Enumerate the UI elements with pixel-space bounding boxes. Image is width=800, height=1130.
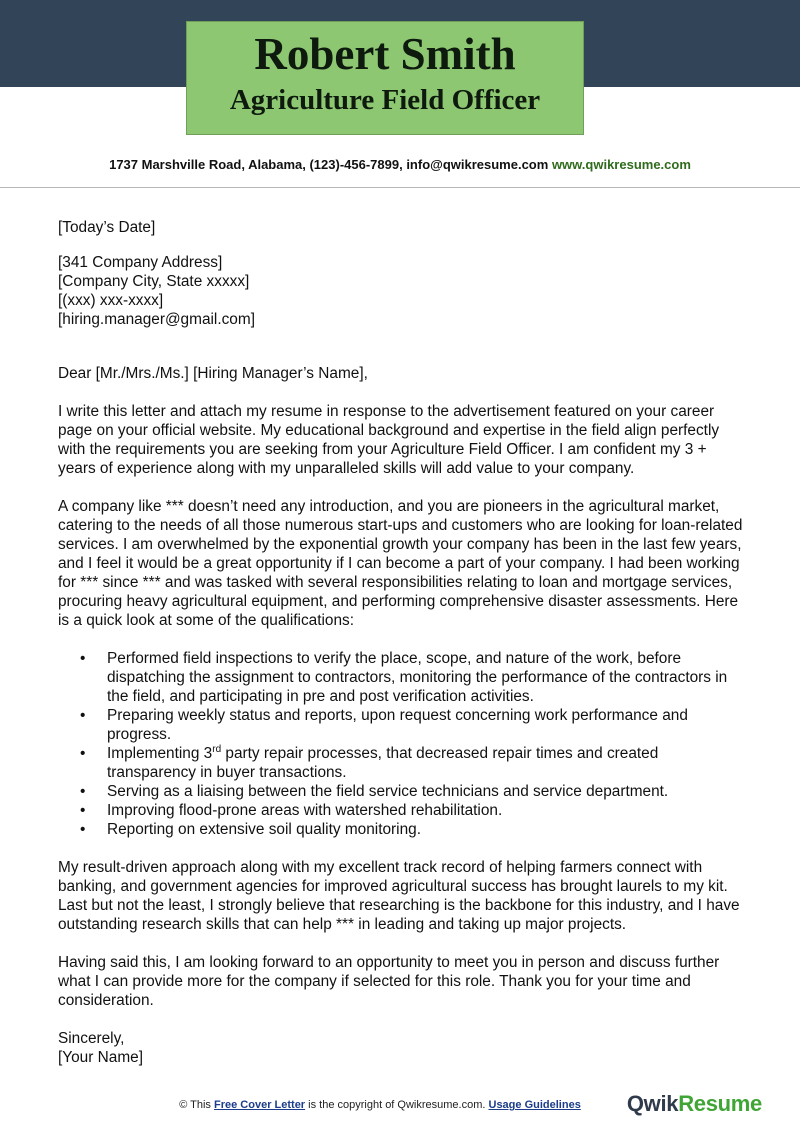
letter-body <box>58 218 748 1067</box>
list-item <box>58 649 748 706</box>
footer-prefix: © This <box>179 1099 214 1111</box>
footer-middle: is the copyright of Qwikresume.com. <box>305 1099 489 1111</box>
list-item <box>58 706 748 744</box>
free-cover-letter-link[interactable]: Free Cover Letter <box>214 1099 306 1111</box>
bullet-icon: • <box>80 802 86 819</box>
list-item-text: Preparing weekly status and reports, upon request concerning work performance and progress. <box>107 707 688 743</box>
list-item-text: Improving flood-prone areas with watershed rehabilitation. <box>107 802 503 819</box>
contact-line <box>0 157 800 172</box>
list-item <box>58 782 748 801</box>
paragraph-closing: Having said this, I am looking forward to an opportunity to meet you in person and discuss further what I can provide more for the company if selected for this role. Thank you for your time and consideration. <box>58 954 720 1009</box>
bullet-icon: • <box>80 707 86 724</box>
bullet-icon: • <box>80 783 86 800</box>
signature: [Your Name] <box>58 1049 143 1066</box>
usage-guidelines-link[interactable]: Usage Guidelines <box>488 1099 581 1111</box>
recipient-city-line: [Company City, State xxxxx] <box>58 273 250 290</box>
list-item <box>58 820 748 839</box>
list-item <box>58 744 748 782</box>
salutation: Dear [Mr./Mrs./Ms.] [Hiring Manager’s Name], <box>58 365 368 382</box>
recipient-address-line: [341 Company Address] <box>58 254 223 271</box>
list-item-text: party repair processes, that decreased repair times and created transparency in buyer transactions. <box>107 745 659 781</box>
letter-date: [Today’s Date] <box>58 219 156 236</box>
recipient-phone-line: [(xxx) xxx-xxxx] <box>58 292 164 309</box>
bullet-icon: • <box>80 821 86 838</box>
bullet-icon: • <box>80 650 86 667</box>
list-item-text: Implementing 3 <box>107 745 213 762</box>
applicant-name: Robert Smith <box>254 29 516 79</box>
website-link[interactable]: www.qwikresume.com <box>551 157 691 172</box>
qwikresume-logo[interactable] <box>627 1091 762 1117</box>
contact-details: 1737 Marshville Road, Alabama, (123)-456-7899, info@qwikresume.com <box>109 157 549 172</box>
header-divider <box>0 187 800 188</box>
paragraph-company: A company like *** doesn’t need any introduction, and you are pioneers in the agricultural market, catering to the needs of all those numerous start-ups and customers who are looking for loan-related services. I am overwhelmed by the exponential growth your company has been in the last few years, and I feel it would be a great opportunity if I can become a part of your company. I had been working for *** since *** and was tasked with several responsibilities relating to loan and mortgage services, procuring heavy agricultural equipment, and performing comprehensive disaster assessments. Here is a quick look at some of the qualifications: <box>58 498 743 629</box>
paragraph-achievements: My result-driven approach along with my excellent track record of helping farmers connect with banking, and government agencies for improved agricultural success has brought laurels to my kit. Last but not the least, I strongly believe that researching is the backbone for this industry, and I have outstanding research skills that can help *** in leading and taking up major projects. <box>58 859 740 933</box>
recipient-email-line: [hiring.manager@gmail.com] <box>58 311 255 328</box>
paragraph-intro: I write this letter and attach my resume in response to the advertisement featured on your career page on your official website. My educational background and expertise in the field align perfectly with the requirements you are seeking from your Agriculture Field Officer. I am confident my 3 + years of experience along with my unparalleled skills will add value to your company. <box>58 403 720 477</box>
qualifications-list <box>58 649 748 839</box>
ordinal-suffix: rd <box>212 743 222 755</box>
job-title: Agriculture Field Officer <box>229 84 541 116</box>
list-item-text: Performed field inspections to verify the place, scope, and nature of the work, before dispatching the assignment to contractors, monitoring the performance of the contractors in the field, and participating in pre and post verification activities. <box>107 650 728 705</box>
bullet-icon: • <box>80 745 86 762</box>
logo-part-qwik: Qwik <box>626 1091 679 1116</box>
name-box <box>186 21 584 135</box>
logo-part-resume: Resume <box>678 1091 762 1116</box>
list-item-text: Reporting on extensive soil quality monitoring. <box>107 821 421 838</box>
list-item <box>58 801 748 820</box>
list-item-text: Serving as a liaising between the field service technicians and service department. <box>107 783 669 800</box>
closing-phrase: Sincerely, <box>58 1030 125 1047</box>
